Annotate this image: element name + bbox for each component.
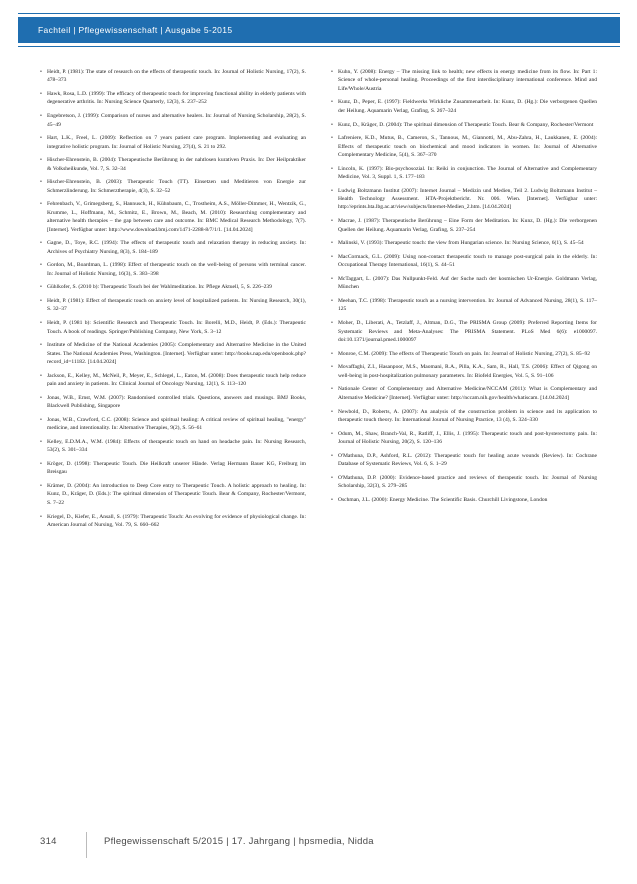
reference-entry bbox=[331, 253, 597, 270]
reference-entry bbox=[40, 134, 306, 151]
bullet-icon: • bbox=[331, 240, 333, 247]
page-number: 314 bbox=[40, 836, 57, 847]
reference-entry bbox=[331, 474, 597, 491]
reference-entry bbox=[331, 496, 597, 504]
reference-text: Hart, L.K., Freel, L. (2009): Reflection on 7 years patient care program. Implementing and evaluating an integrative holistic program. In: Journal of Holistic Nursing, 27(4), S. 21 to 292. bbox=[47, 135, 306, 150]
bullet-icon: • bbox=[40, 394, 42, 401]
reference-entry bbox=[331, 452, 597, 469]
bullet-icon: • bbox=[331, 350, 333, 357]
reference-text: Heidt, P. (1981): The state of research on the effects of therapeutic touch. In: Journal of Holistic Nursing, 17(2), S. 478–373 bbox=[47, 69, 306, 84]
reference-entry bbox=[40, 513, 306, 530]
references-two-column-layout bbox=[40, 68, 597, 808]
reference-text: Lincoln, K. (1997): Bio-psychosozial. In: Reiki in conjunction. The Journal of Alternative and Complementary Medicine, Vol. 3, Suppl. 1, S. 177–183 bbox=[338, 165, 597, 180]
bullet-icon: • bbox=[331, 496, 333, 503]
reference-entry bbox=[40, 416, 306, 433]
reference-text: Odum, M., Shaw, Branch-Val, R., Ratliff, J., Ellis, J. (1995): Therapeutic touch and post-hysterectomy pain. In: Journal of Holistic Nursing, 20(2), S. 120–136 bbox=[338, 430, 597, 445]
bullet-icon: • bbox=[331, 99, 333, 106]
bullet-icon: • bbox=[331, 386, 333, 393]
reference-entry bbox=[40, 178, 306, 195]
reference-entry bbox=[40, 394, 306, 411]
bullet-icon: • bbox=[40, 91, 42, 98]
reference-entry bbox=[40, 200, 306, 233]
reference-entry bbox=[331, 363, 597, 380]
reference-entry bbox=[40, 283, 306, 291]
bullet-icon: • bbox=[331, 430, 333, 437]
bullet-icon: • bbox=[331, 121, 333, 128]
bullet-icon: • bbox=[40, 416, 42, 423]
reference-text: O'Mathuna, D.P., Ashford, R.L. (2012): Therapeutic touch for healing acute wounds (Review). In: Cochrane Database of Systematic Reviews, Vol. 6, S. 1–29 bbox=[338, 452, 597, 468]
reference-text: Jonas, W.B., Crawford, C.C. (2008): Science and spiritual healing: A critical review of spiritual healing, "energy" medicine, and intentionality. In: Alternative Therapies, 9(2), S. 56–61 bbox=[47, 416, 306, 432]
reference-entry bbox=[40, 112, 306, 129]
reference-entry bbox=[331, 98, 597, 115]
footer-journal-citation: Pflegewissenschaft 5/2015 | 17. Jahrgang | hpsmedia, Nidda bbox=[104, 836, 374, 847]
bullet-icon: • bbox=[40, 438, 42, 445]
bullet-icon: • bbox=[331, 187, 333, 194]
reference-entry bbox=[40, 482, 306, 507]
reference-text: Heidt, P. (1981): Effect of therapeutic touch on anxiety level of hospitalized patients. In: Nursing Research, 30(1), S. 32–37 bbox=[47, 298, 306, 313]
reference-text: Institute of Medicine of the National Academies (2005): Complementary and Alternative Medicine in the United States. The National Academies Press, Washington. [Internet]. Verfügbar unter: http://books.nap.edu/openbook.php?record_id=11182. [14.04.2024] bbox=[47, 342, 306, 365]
reference-text: Macrae, J. (1987): Therapeutische Berührung – Eine Form der Meditation. In: Kunz, D. (Hg.): Die verborgenen Quellen der Heilung. Aquamarin Verlag, Grafing, S. 237–254 bbox=[338, 218, 597, 233]
bullet-icon: • bbox=[40, 179, 42, 186]
bullet-icon: • bbox=[331, 69, 333, 75]
reference-entry bbox=[40, 68, 306, 85]
reference-text: Engebretson, J. (1999): Comparison of nurses and alternative healers. In: Journal of Nursing Scholarship, 28(2), S. 45–49 bbox=[47, 113, 306, 128]
reference-entry bbox=[40, 460, 306, 477]
bullet-icon: • bbox=[331, 364, 333, 371]
reference-entry bbox=[331, 297, 597, 314]
reference-entry bbox=[40, 319, 306, 336]
bullet-icon: • bbox=[40, 284, 42, 291]
reference-text: Gordon, M., Boardman, L. (1998): Effect of therapeutic touch on the well-being of persons with terminal cancer. In: Journal of Holistic Nursing, 16(3), S. 383–398 bbox=[47, 262, 306, 277]
reference-text: Jackson, E., Kelley, M., McNeil, P., Meyer, E., Schlegel, L., Eaton, M. (2008): Does therapeutic touch help reduce pain and anxiety in patients. In: Clinical Journal of Oncology Nursing, 12(1), S. 113–120 bbox=[47, 372, 306, 388]
reference-text: Oschman, J.L. (2000): Energy Medicine. The Scientific Basis. Churchill Livingstone, London bbox=[338, 496, 548, 503]
reference-text: Hawk, Rosa, L.D. (1999): The efficacy of therapeutic touch for improving functional ability in elderly patients with degenerative arthritis. In: Nursing Science Quarterly, 12(3), S. 237–252 bbox=[47, 91, 306, 106]
bullet-icon: • bbox=[40, 135, 42, 142]
reference-text: Kunz, D., Kräger, D. (2004): The spiritual dimension of Therapeutic Touch. Bear & Company, Rochester/Vermont bbox=[338, 121, 594, 128]
bullet-icon: • bbox=[331, 276, 333, 283]
bullet-icon: • bbox=[331, 253, 333, 260]
reference-entry bbox=[331, 121, 597, 129]
reference-entry bbox=[331, 68, 597, 93]
bullet-icon: • bbox=[331, 165, 333, 172]
header-rule-bottom bbox=[18, 46, 620, 47]
bullet-icon: • bbox=[40, 513, 42, 520]
reference-text: Kelley, E.D.M.A., W.M. (1984): Effects of therapeutic touch on hand on headache pain. In: Nursing Research, 53(2), S. 301–334 bbox=[47, 438, 306, 454]
bullet-icon: • bbox=[40, 298, 42, 305]
reference-entry bbox=[40, 90, 306, 107]
bullet-icon: • bbox=[40, 483, 42, 490]
bullet-icon: • bbox=[40, 372, 42, 379]
bullet-icon: • bbox=[331, 474, 333, 481]
reference-text: Nationale Center of Complementary and Alternative Medicine/NCCAM (2011): What is Complementary and Alternative Medicine? [Internet]. Verfügbar unter: http://nccam.nih.gov/health/whatiscam. [14.04.2024] bbox=[338, 386, 597, 401]
reference-text: Kunz, D., Peper, E. (1997): Fieldwerks Wirkliche Zusammenarbeit. In: Kunz, D. (Hg.): Die verborgenen Quellen der Heilung. Aquamarin Verlag, Grafing, S. 267–324 bbox=[338, 99, 597, 114]
reference-entry bbox=[40, 156, 306, 173]
reference-text: Kröger, D. (1998): Therapeutic Touch. Die Heilkraft unserer Hände. Verlag Hermann Bauer KG, Freiburg im Breisgau bbox=[47, 461, 306, 476]
bullet-icon: • bbox=[331, 218, 333, 225]
reference-entry bbox=[40, 372, 306, 389]
bullet-icon: • bbox=[40, 461, 42, 468]
bullet-icon: • bbox=[331, 298, 333, 305]
bullet-icon: • bbox=[40, 69, 42, 75]
page-footer bbox=[0, 832, 637, 858]
reference-entry bbox=[40, 341, 306, 366]
bullet-icon: • bbox=[40, 201, 42, 208]
footer-divider bbox=[86, 832, 87, 858]
references-column-left bbox=[40, 68, 306, 535]
header-rule-top bbox=[18, 13, 620, 14]
reference-entry bbox=[40, 239, 306, 256]
bullet-icon: • bbox=[331, 320, 333, 327]
bullet-icon: • bbox=[40, 157, 42, 164]
reference-entry bbox=[331, 165, 597, 182]
reference-text: Moher, D., Liberati, A., Tetzlaff, J., Altman, D.G., The PRISMA Group (2009): Preferred Reporting Items for Systematic Reviews and Meta-Analyses: The PRISMA Statement. PLoS Med 6(6): e1000097. doi:10.1371/journal.pmed.1000097 bbox=[338, 320, 597, 343]
bullet-icon: • bbox=[40, 342, 42, 349]
reference-text: Movaffaghi, Z.I., Hasanpoor, M.S., Maomani, R.A., Pilla, K.A., Sam, R., Hall, T.S. (2006): Effect of Qigong on well-being in post-hospitalization pulmonary parameters. In: Biofeld Energies, Vol. 5, S. 91–106 bbox=[338, 364, 597, 379]
reference-entry bbox=[40, 261, 306, 278]
reference-text: Heidt, P. (1981 b): Scientific Research and Therapeutic Touch. In: Borelli, M.D., Heidt, P. (Eds.): Therapeutic Touch. A book of readings. Springer/Publishing Company, New York, S. 3–12 bbox=[47, 320, 306, 335]
reference-entry bbox=[331, 187, 597, 212]
reference-text: Fehrenbach, V., Grimegsberg, S., Hannusch, H., Kühnbaum, C., Trostheim, A.S., Möller-Dimmer, H., Wentzik, G., Krumme, L., Hoffmann, M., Schmitz, E., Brown, M., Beach, M. (2010): Researching complementary and alternative health therapies – the gap between care and outcome. In: BMC Medical Research Methodology, 7(7). [Internet]. Verfügbar unter: http://www.download.bmj.com/1471-2288-8/7/1/1. [14.04.2024] bbox=[47, 201, 306, 233]
bullet-icon: • bbox=[331, 452, 333, 459]
reference-entry bbox=[40, 297, 306, 314]
bullet-icon: • bbox=[40, 262, 42, 269]
bullet-icon: • bbox=[331, 135, 333, 142]
bullet-icon: • bbox=[40, 113, 42, 120]
reference-text: MacCormack, G.L. (2009): Using non-contact therapeutic touch to manage post-surgical pain in the elderly. In: Occupational Therapy International, 16(1), S. 44–51 bbox=[338, 253, 597, 269]
reference-entry bbox=[331, 350, 597, 358]
reference-entry bbox=[331, 385, 597, 402]
reference-text: Gühlkofer, S. (2010 b): Therapeutic Touch bei der Wahlmeditation. In: Pflege Aktuell, 5, S. 226–239 bbox=[47, 284, 272, 291]
reference-text: O'Mathuna, D.P. (2000): Evidence-based practice and reviews of therapeutic touch. In: Journal of Nursing Scholarship, 32(3), S. 279–285 bbox=[338, 474, 597, 490]
reference-entry bbox=[331, 408, 597, 425]
reference-text: Hischer-Ehrenstein, B. (2003): Therapeutic Touch (TT). Einsetzen und Meditieren von Energie zur Schmerzlinderung. In: Schmerztherapie, 4(3), S. 32–52 bbox=[47, 179, 306, 194]
reference-entry bbox=[331, 217, 597, 234]
reference-text: Gagne, D., Toye, R.C. (1994): The effects of therapeutic touch and relaxation therapy in reducing anxiety. In: Archives of Psychiatry Nursing, 8(3), S. 184–189 bbox=[47, 240, 306, 255]
reference-text: McTaggart, L. (2007): Das Nullpunkt-Feld. Auf der Suche nach der kosmischen Ur-Energie. Goldmann Verlag, München bbox=[338, 276, 597, 291]
reference-text: Lafreniere, K.D., Mutus, B., Cameron, S., Tannous, M., Giannotti, M., Abu-Zahra, H., Laukkanen, E. (2004): Effects of therapeutic touch on biochemical and mood indicators in women. In: Journal of Alternative Complementary Medicine, 5(4), S. 367–370 bbox=[338, 135, 597, 158]
reference-text: Newbold, D., Roberts, A. (2007): An analysis of the construction problem in science and its application to therapeutic touch theory. In: International Journal of Nursing Practice, 13 (4), S. 324–330 bbox=[338, 408, 597, 423]
reference-entry bbox=[331, 239, 597, 247]
running-head-title: Fachteil | Pflegewissenschaft | Ausgabe 5-2015 bbox=[38, 25, 233, 35]
reference-text: Ludwig Boltzmann Institut (2007): Internet Journal – Medizin und Medien, Teil 2. Ludwig Boltzmann Institut – Health Technology Assessment. HTA-Projektbericht. Nr. 006. Wien. [Internet]. Verfügbar unter: http://eprints.hta.lbg.ac.at/view/subjects/Internet-Medien_2.htm. [14.04.2024] bbox=[338, 187, 597, 211]
reference-entry bbox=[40, 438, 306, 455]
reference-entry bbox=[331, 319, 597, 344]
reference-entry bbox=[331, 430, 597, 447]
reference-entry bbox=[331, 275, 597, 292]
bullet-icon: • bbox=[331, 408, 333, 415]
references-column-right bbox=[331, 68, 597, 510]
reference-text: Krämer, D. (2004): An introduction to Deep Core entry to Therapeutic Touch. A holistic approach to healing. In: Kunz, D., Kräger, D. (Eds.): The spiritual dimension of Therapeutic Touch. Bear & Company, Rochester/Vermont, S. 7–22 bbox=[47, 483, 306, 506]
page-header bbox=[18, 17, 620, 43]
bullet-icon: • bbox=[40, 320, 42, 327]
reference-text: Jonas, W.B., Ernst, W.M. (2007): Randomised controlled trials. Questions, answers and musings. BMJ Books, Blackwell Publishing, Singapore bbox=[47, 394, 306, 410]
reference-text: Meehan, T.C. (1998): Therapeutic touch as a nursing intervention. In: Journal of Advanced Nursing, 28(1), S. 117–125 bbox=[338, 298, 597, 313]
reference-text: Hischer-Ehrenstein, B. (2004): Therapeutische Berührung in der nahtlosen kurativen Praxis. In: Der Heilpraktiker & Volksheilkunde, Vol. 7, S. 32–34 bbox=[47, 157, 306, 172]
reference-text: Malinski, V. (1993): Therapeutic touch: the view from Hungarian science. In: Nursing Science, 6(1), S. 45–54 bbox=[338, 240, 584, 247]
reference-entry bbox=[331, 134, 597, 159]
reference-text: Kuhn, Y. (2008): Energy – The missing link to health; new effects in energy medicine from its flow. In: Part 1: Science of whole-personal healing. Proceedings of the first interdisciplinary international conference. Mind and Life/Whole/Austria bbox=[338, 69, 597, 92]
reference-text: Monroe, C.M. (2009): The effects of Therapeutic Touch on pain. In: Journal of Holistic Nursing, 27(2), S. 85–92 bbox=[338, 350, 591, 357]
bullet-icon: • bbox=[40, 240, 42, 247]
reference-text: Kriegel, D., Kiefer, E., Ansall, S. (1979): Therapeutic Touch: An evolving for evidence of physiological change. In: American Journal of Nursing, Vol. 79, S. 660–662 bbox=[47, 513, 306, 528]
